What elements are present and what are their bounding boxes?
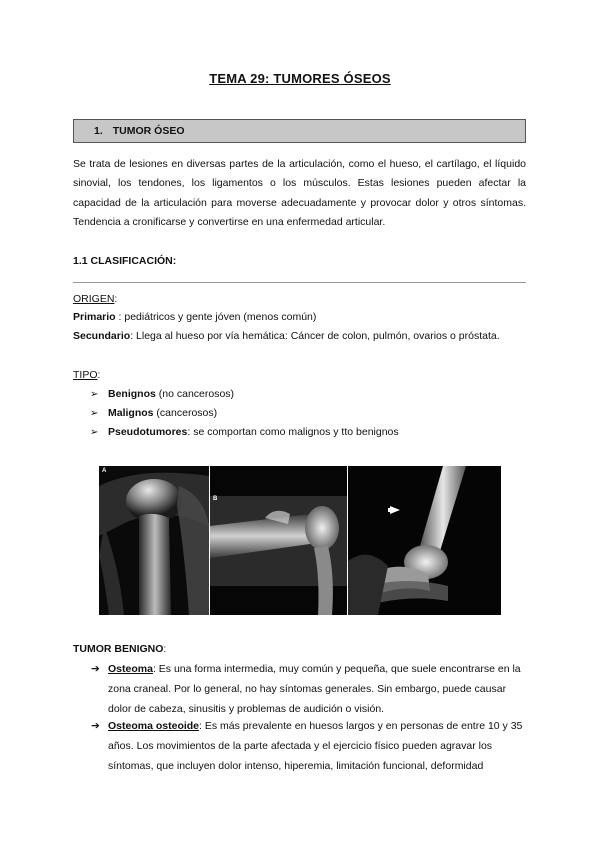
- tumor-benigno-item-term: Osteoma osteoide: [108, 720, 200, 732]
- tipo-item-text: : se comportan como malignos y tto benignos: [187, 426, 399, 438]
- tipo-label-text: TIPO: [73, 369, 98, 381]
- tumor-benigno-heading-text: TUMOR BENIGNO: [73, 643, 164, 655]
- tipo-item-term: Pseudotumores: [108, 426, 188, 438]
- tumor-benigno-item: [91, 659, 527, 719]
- tipo-item-term: Malignos: [108, 407, 154, 419]
- divider-line: [73, 282, 526, 283]
- secundario-term: Secundario: [73, 330, 131, 342]
- section-header: [73, 119, 526, 143]
- tipo-item-term: Benignos: [108, 388, 156, 400]
- tumor-benigno-item-text: : Es más prevalente en huesos largos y en personas de entre 10 y 35 años. Los movimientos de la parte afectada y el ejercicio físico pueden agravar los síntomas, que incluyen dolor intenso, hiperemia, limitación funcional, deformidad: [108, 720, 523, 772]
- tumor-benigno-heading: TUMOR BENIGNO:: [73, 643, 167, 655]
- tumor-benigno-item-term: Osteoma: [108, 663, 153, 675]
- tumor-benigno-item-text: : Es una forma intermedia, muy común y pequeña, que suele encontrarse en la zona craneal. Por lo general, no hay síntomas generales. Sin embargo, puede causar dolor de cabeza, sinusitis y problemas de audición o visión.: [108, 663, 521, 715]
- origen-primario: [73, 311, 316, 323]
- section-number: 1.: [94, 125, 103, 137]
- panel-label-b: B: [213, 496, 218, 502]
- arrow-bullet-icon: ➢: [90, 389, 99, 400]
- origen-label: ORIGEN:: [73, 293, 118, 305]
- tipo-label: TIPO:: [73, 369, 101, 381]
- tipo-item: [90, 426, 399, 438]
- tipo-item-text: (cancerosos): [153, 407, 218, 419]
- origen-secundario: [73, 330, 500, 342]
- primario-term: Primario: [73, 311, 116, 323]
- xray-image-b: [210, 466, 347, 615]
- xray-image-c: [348, 466, 501, 615]
- origen-label-text: ORIGEN: [73, 293, 115, 305]
- tipo-item: [90, 407, 217, 419]
- classification-heading: 1.1 CLASIFICACIÓN:: [73, 255, 177, 267]
- tipo-item-text: (no cancerosos): [155, 388, 235, 400]
- arrow-right-icon: ➔: [91, 720, 100, 732]
- arrow-right-icon: ➔: [91, 663, 100, 675]
- arrow-bullet-icon: ➢: [90, 427, 99, 438]
- section-heading: TUMOR ÓSEO: [112, 125, 185, 137]
- tumor-benigno-item: [91, 716, 527, 776]
- panel-label-a: A: [102, 468, 107, 474]
- intro-paragraph: Se trata de lesiones en diversas partes de la articulación, como el hueso, el cartílago, el líquido sinovial, los tendones, los ligamentos o los músculos. Estas lesiones pueden afectar la capacidad de la articulación para moverse adecuadamente y provocar dolor y otros síntomas. Tendencia a cronificarse y convertirse en una enfermedad articular.: [73, 158, 526, 228]
- primario-text: : pediátricos y gente jóven (menos común): [115, 311, 317, 323]
- secundario-text: : Llega al hueso por vía hemática: Cáncer de colon, pulmón, ovarios o próstata.: [130, 330, 500, 342]
- tipo-item: [90, 388, 234, 400]
- arrow-bullet-icon: ➢: [90, 408, 99, 419]
- page-title: TEMA 29: TUMORES ÓSEOS: [209, 71, 391, 86]
- xray-image-a: [99, 466, 209, 615]
